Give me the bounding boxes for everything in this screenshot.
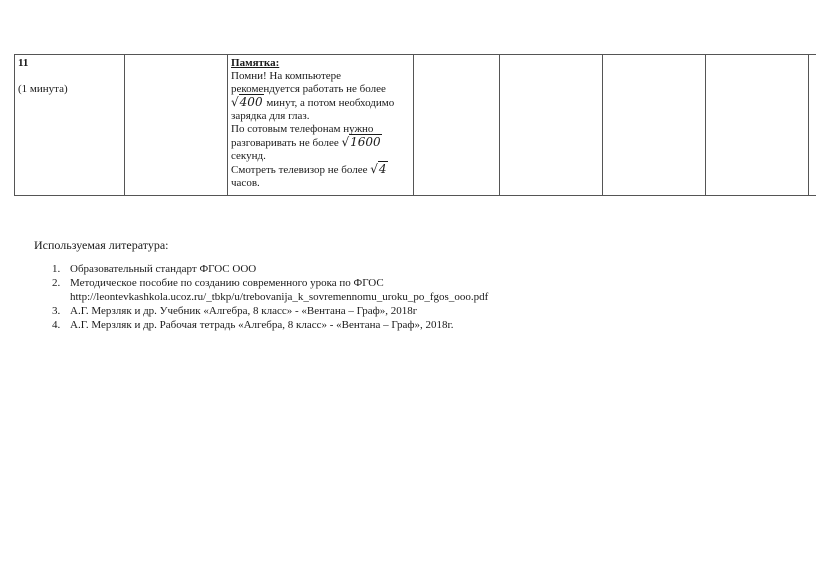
list-item-link[interactable] xyxy=(36,290,736,304)
list-index: 2. xyxy=(52,277,61,289)
empty-cell xyxy=(500,55,603,196)
empty-cell xyxy=(125,55,228,196)
empty-cell xyxy=(414,55,500,196)
memo-cell xyxy=(228,55,414,196)
sqrt-expression: √1600 xyxy=(341,135,381,149)
list-item xyxy=(36,262,736,276)
list-item-text: Образовательный стандарт ФГОС ООО xyxy=(70,263,257,275)
memo-line: Помни! На компьютере рекомендуется работать не более xyxy=(231,70,386,95)
step-number: 11 xyxy=(18,57,29,69)
memo-line: По сотовым телефонам нужно разговаривать не более xyxy=(231,123,374,149)
list-item-text: Методическое пособие по созданию современного урока по ФГОС xyxy=(70,277,384,289)
list-item xyxy=(36,318,736,332)
memo-line: минут, а потом необходимо зарядка для глаз. xyxy=(231,97,395,122)
memo-line: часов. xyxy=(231,177,260,189)
lesson-table xyxy=(14,54,816,196)
list-index: 1. xyxy=(52,263,61,275)
sqrt-radicand: 400 xyxy=(239,95,263,109)
table-row xyxy=(15,55,816,196)
memo-paragraph-tv xyxy=(231,163,410,190)
memo-paragraph-phone xyxy=(231,123,410,163)
literature-list xyxy=(36,262,736,332)
memo-paragraph-computer xyxy=(231,70,410,123)
literature-link[interactable]: http://leontevkashkola.ucoz.ru/_tbkp/u/trebovanija_k_sovremennomu_uroku_po_fgos_ooo.pdf xyxy=(70,291,489,303)
step-cell xyxy=(15,55,125,196)
list-item xyxy=(36,276,736,290)
list-index: 4. xyxy=(52,319,61,331)
memo-line: Смотреть телевизор не более xyxy=(231,164,371,176)
sqrt-expression: √4 xyxy=(370,162,387,176)
sqrt-radicand: 4 xyxy=(378,162,387,176)
sqrt-radicand: 1600 xyxy=(350,135,381,149)
empty-cell xyxy=(603,55,706,196)
memo-line: секунд. xyxy=(231,150,266,162)
list-item-text: А.Г. Мерзляк и др. Рабочая тетрадь «Алгебра, 8 класс» - «Вентана – Граф», 2018г. xyxy=(70,319,454,331)
list-item-text: А.Г. Мерзляк и др. Учебник «Алгебра, 8 класс» - «Вентана – Граф», 2018г xyxy=(70,305,418,317)
empty-cell xyxy=(809,55,816,196)
literature-heading: Используемая литература: xyxy=(34,238,169,252)
sqrt-expression: √400 xyxy=(231,95,263,109)
list-item xyxy=(36,304,736,318)
memo-title: Памятка: xyxy=(231,57,280,69)
empty-cell xyxy=(706,55,809,196)
list-index: 3. xyxy=(52,305,61,317)
step-duration: (1 минута) xyxy=(18,83,68,95)
